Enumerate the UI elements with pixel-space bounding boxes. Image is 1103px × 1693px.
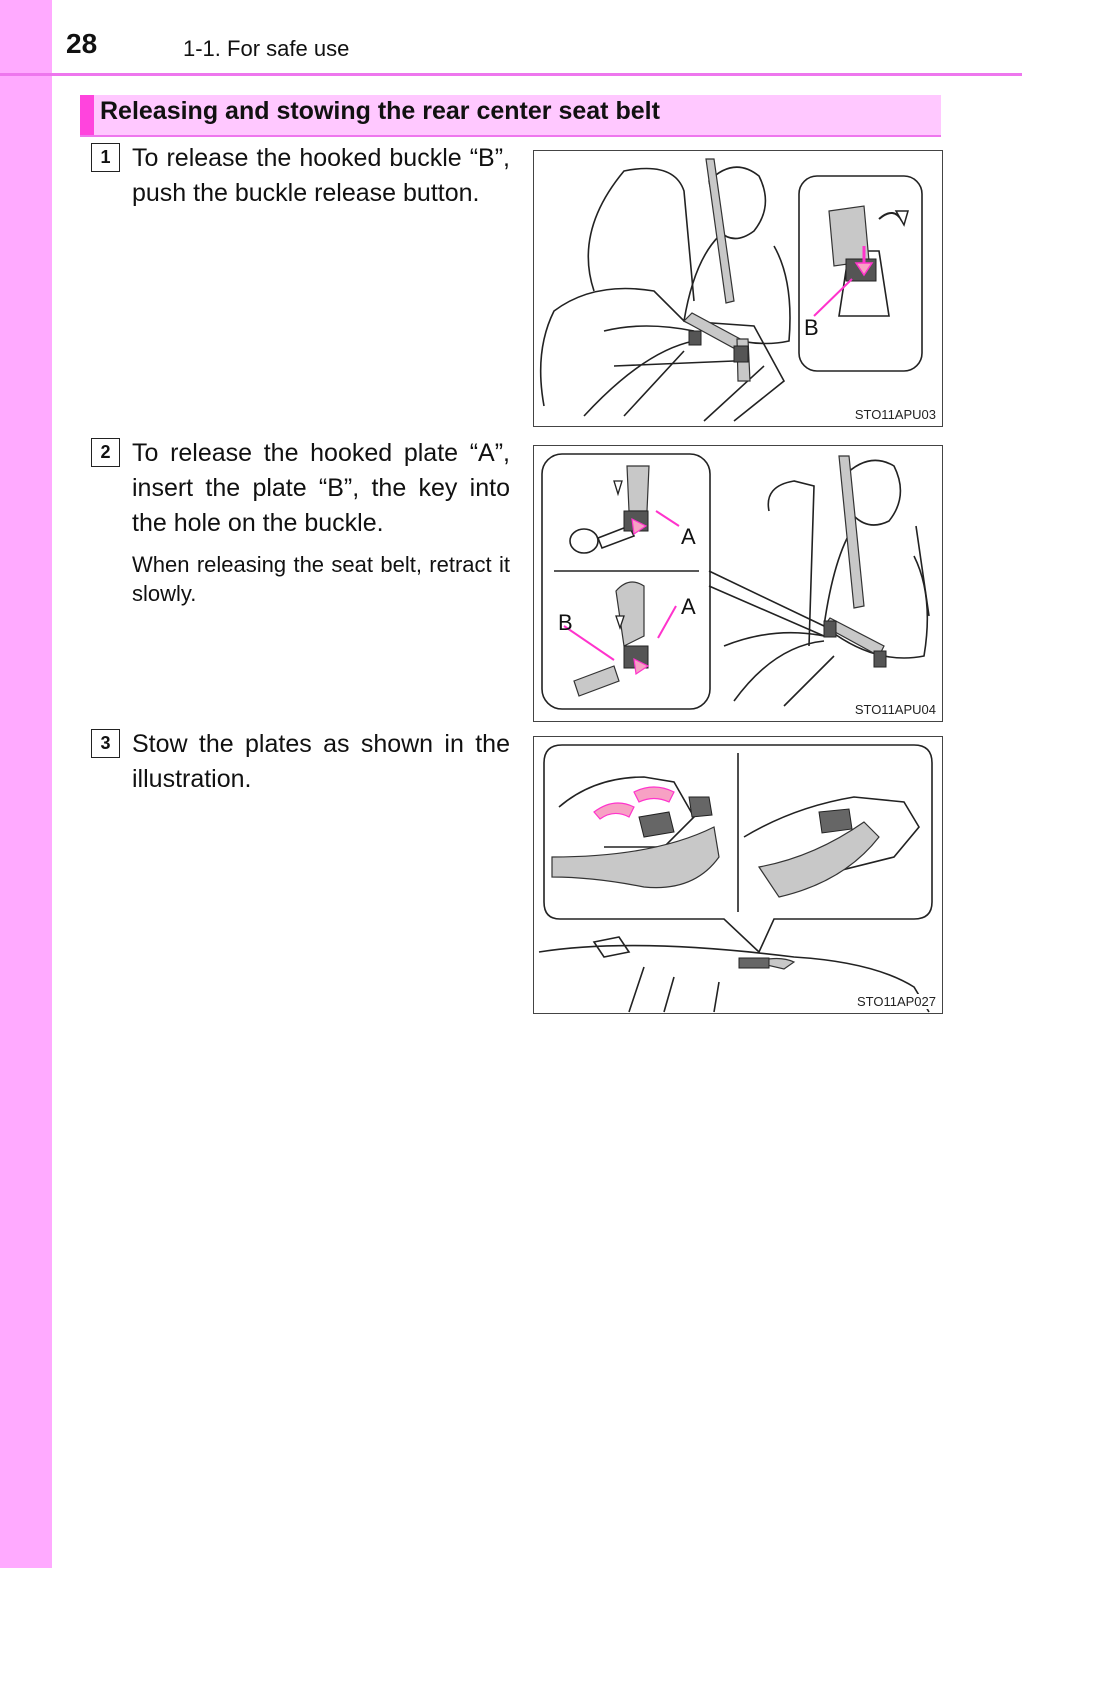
step-1-text: To release the hooked buckle “B”, push the buckle release button. [132, 144, 510, 207]
section-title-bar [80, 95, 941, 137]
step-3-number: 3 [91, 729, 120, 758]
section-title: Releasing and stowing the rear center seat belt [100, 97, 660, 125]
figure-code: STO11AP027 [856, 994, 936, 1009]
step-1-number: 1 [91, 143, 120, 172]
step-2-seatbelt-drawing [534, 446, 942, 721]
page-number: 28 [66, 28, 98, 59]
label-b: B [804, 315, 819, 340]
step-2-text: To release the hooked plate “A”, insert the plate “B”, the key into the hole on the buckle. [132, 439, 510, 537]
figure-code: STO11APU03 [854, 407, 936, 422]
label-a-bottom: A [681, 594, 696, 619]
label-b: B [558, 610, 573, 635]
step-2-number: 2 [91, 438, 120, 467]
title-accent-block [80, 95, 94, 135]
step-3-illustration [533, 736, 943, 1014]
step-3-stowing-drawing [534, 737, 942, 1013]
step-2-note: When releasing the seat belt, retract it slowly. [132, 552, 510, 606]
step-1-illustration [533, 150, 943, 427]
step-2-illustration [533, 445, 943, 722]
section-heading: 1-1. For safe use [183, 36, 350, 61]
figure-code: STO11APU04 [854, 702, 936, 717]
step-3-text: Stow the plates as shown in the illustration. [132, 730, 510, 793]
side-color-band [0, 0, 52, 1568]
header-rule [0, 73, 1022, 76]
step-1-seatbelt-drawing [534, 151, 942, 426]
label-a-top: A [681, 524, 696, 549]
